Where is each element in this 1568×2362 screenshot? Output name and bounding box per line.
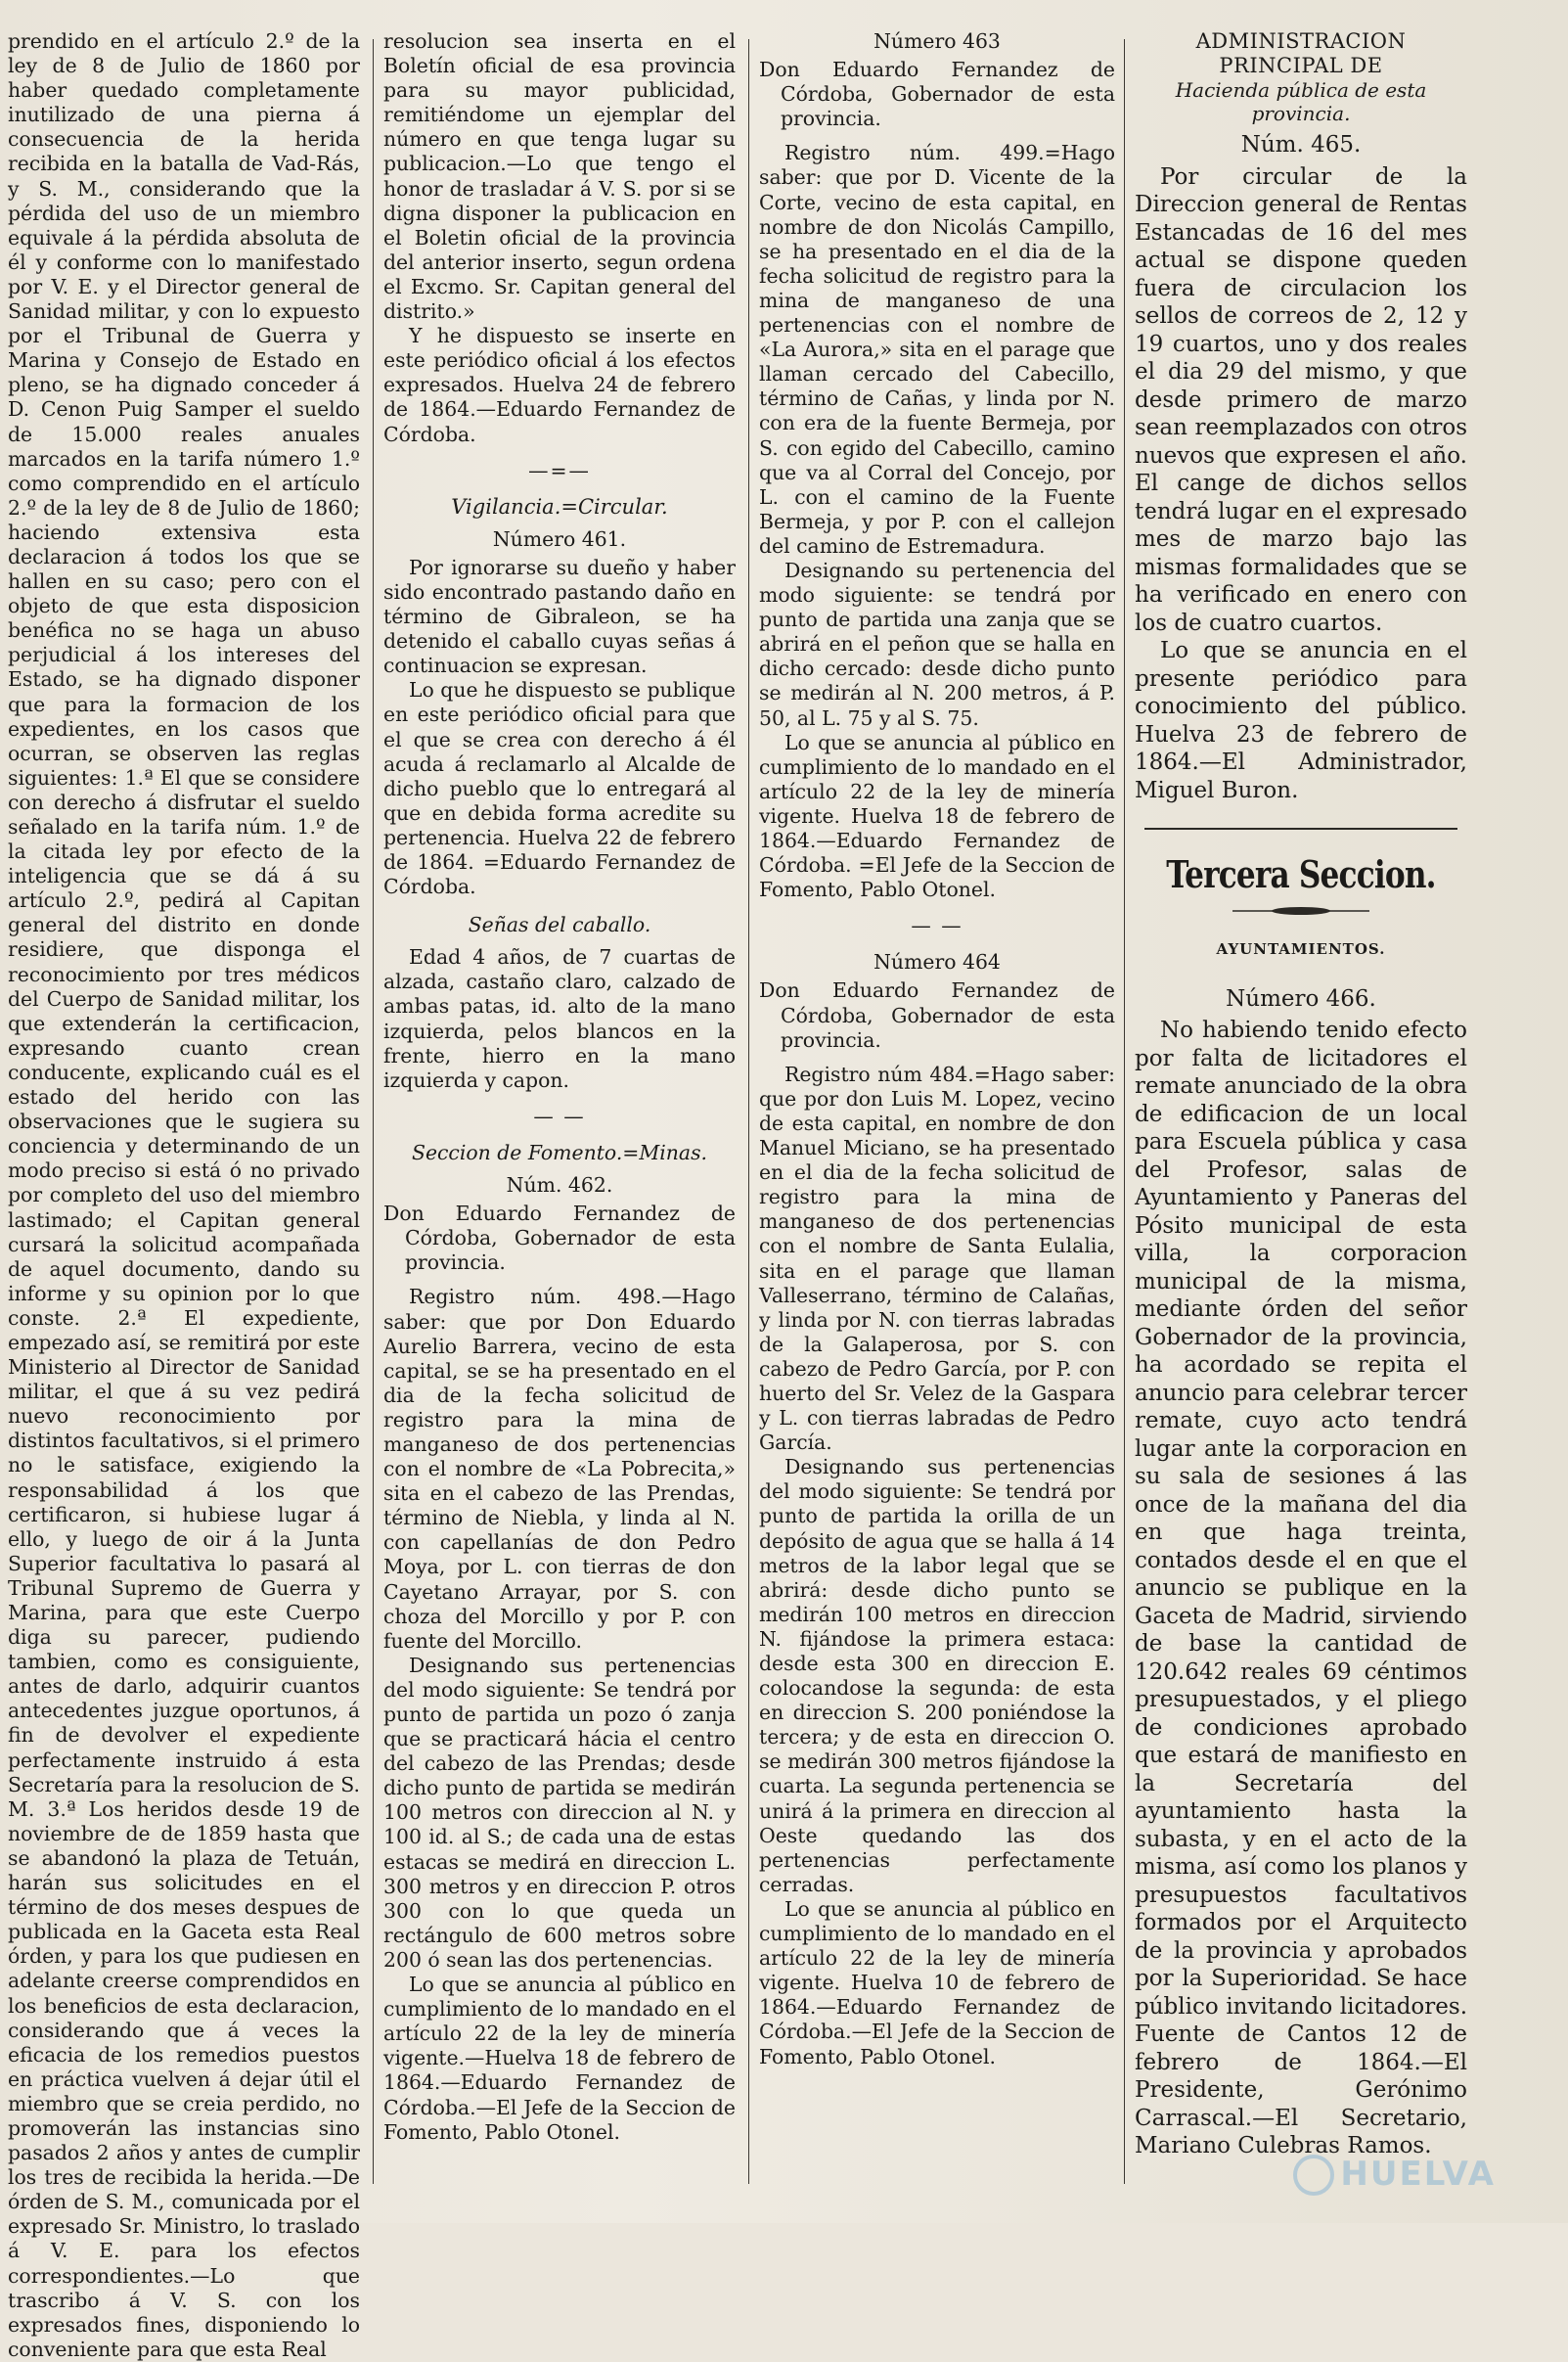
notice-number: Número 463 (874, 29, 1001, 53)
body-paragraph: Designando sus pertenencias del modo siguiente: Se tendrá por punto de partida un pozo ó zanja que se practicará hácia el centro del cabezo de las Prendas; desde dicho punto de partida se medirán 100 metros con direccion al N. y 100 id. al S.; de cada una de estas estacas se medirá en direccion L. 300 metros y en direccion P. otros 300 con lo que queda un rectángulo de 600 metros sobre 200 ó sean las dos pertenencias. (383, 1653, 736, 1972)
body-paragraph: Por ignorarse su dueño y haber sido encontrado pastando daño en término de Gibraleon, se ha detenido el caballo cuyas señas á continuacion se expresan. (383, 555, 736, 678)
subheading-senas: Señas del caballo. (468, 913, 651, 937)
body-paragraph: Registro núm. 498.—Hago saber: que por Don Eduardo Aurelio Barrera, vecino de esta capital, se se ha presentado en el dia de la fecha solicitud de registro para la mina de manganeso de dos pertenencias con el nombre de «La Pobrecita,» sita en el cabezo de las Prendas, término de Niebla, y linda al N. con capellanías de don Pedro Moya, por L. con tierras de don Cayetano Arrayar, por S. con choza del Morcillo y por P. con fuente del Morcillo. (383, 1285, 736, 1653)
notice-number: Núm. 462. (506, 1173, 613, 1198)
body-paragraph: Lo que se anuncia en el presente periódico para conocimiento del público. Huelva 23 de febrero de 1864.—El Administrador, Miguel Buron. (1135, 638, 1467, 803)
column-2 (383, 29, 736, 2213)
column-rule (1124, 39, 1125, 2184)
notice-number: Número 461. (492, 526, 627, 551)
ornament-icon (1232, 906, 1369, 916)
body-paragraph: Lo que se anuncia al público en cumplimiento de lo mandado en el artículo 22 de la ley de minería vigente. Huelva 10 de febrero de 1864.—Eduardo Fernandez de Córdoba.—El Jefe de la Seccion de Fomento, Pablo Otonel. (759, 1896, 1115, 2068)
body-paragraph: Y he dispuesto se inserte en este periódico oficial á los efectos expresados. Huelva 24 de febrero de 1864.—Eduardo Fernandez de Córdoba. (383, 324, 736, 446)
column-1 (8, 29, 360, 2361)
section-divider (1144, 828, 1457, 830)
watermark-logo-icon (1293, 2155, 1334, 2196)
body-paragraph: Por circular de la Direccion general de Rentas Estancadas de 16 del mes actual se dispone queden fuera de circulacion los sellos de correos de 2, 12 y 19 cuartos, uno y dos reales el dia 29 del mismo, y que desde primero de marzo sean reemplazados con otros nuevos que expresen el año. El cange de dichos sellos tendrá lugar en el expresado mes de marzo bajo las mismas formalidades que se ha verificado en enero con los de cuatro cuartos. (1135, 163, 1467, 636)
separator: — — (533, 1104, 586, 1128)
body-paragraph: prendido en el artículo 2.º de la ley de 8 de Julio de 1860 por haber quedado completamente inutilizado de una pierna á consecuencia de la herida recibida en la batalla de Vad-Rás, y S. M., considerando que la pérdida del uso de un miembro equivale á la pérdida absoluta de él y conforme con lo manifestado por V. E. y el Director general de Sanidad militar, y con lo expuesto por el Tribunal de Guerra y Marina y Consejo de Estado en pleno, se ha dignado conceder á D. Cenon Puig Samper el sueldo de 15.000 reales anuales marcados en la tarifa número 1.º como comprendido en el artículo 2.º de la ley de 8 de Julio de 1860; haciendo extensiva esta declaracion á todos los que se hallen en su caso; pero con el objeto de que esta disposicion benéfica no se haga un abuso perjudicial á los intereses del Estado, se ha dignado disponer que para la formacion de los expedientes, en los casos que ocurran, se observen las reglas siguientes: 1.ª El que se considere con derecho á disfrutar el sueldo señalado en la tarifa núm. 1.º de la citada ley por efecto de la inteligencia que se dá á su artículo 2.º, pedirá al Capitan general del distrito en donde residiere, que disponga el reconocimiento por tres médicos del Cuerpo de Sanidad militar, los que extenderán la certificacion, expresando cuanto crean conducente, explicando cuál es el estado del herido con las observaciones que le sugiera su conciencia y determinando de un modo preciso si está ó no privado por completo del uso del miembro lastimado; el Capitan general cursará la solicitud acompañada de aquel documento, dando su informe y su opinion por lo que conste. 2.ª El expediente, empezado así, se remitirá por este Ministerio al Director de Sanidad militar, el que á su vez pedirá nuevo reconocimiento por distintos facultativos, si el primero no le satisface, exigiendo la responsabilidad á los que certificaron, si hubiese lugar á ello, y luego de oir á la Junta Superior facultativa lo pasará al Tribunal Supremo de Guerra y Marina, para que este Cuerpo diga su parecer, pudiendo tambien, como es consiguiente, antes de darlo, adquirir cuantos antecedentes juzgue oportunos, á fin de devolver el expediente perfectamente instruido á esta Secretaría para la resolucion de S. M. 3.ª Los heridos desde 19 de noviembre de de 1859 hasta que se abandonó la plaza de Tetuán, harán sus solicitudes en el término de dos meses despues de publicada en la Gaceta esta Real órden, y para los que pudiesen en adelante creerse comprendidos en los beneficios de esta declaracion, considerando que á veces la eficacia de los remedios puestos en práctica vuelven á dejar útil el miembro que se creia perdido, no promoverán las instancias sino pasados 2 años y antes de cumplir los tres de recibida la herida.—De órden de S. M., comunicada por el expresado Sr. Ministro, lo traslado á V. E. para los efectos correspondientes.—Lo que trascribo á V. S. con los expresados fines, disponiendo lo conveniente para que esta Real (8, 29, 360, 2361)
body-paragraph: Lo que se anuncia al público en cumplimiento de lo mandado en el artículo 22 de la ley de minería vigente.—Huelva 18 de febrero de 1864.—Eduardo Fernandez de Córdoba.—El Jefe de la Seccion de Fomento, Pablo Otonel. (383, 1973, 736, 2144)
subsection-heading: AYUNTAMIENTOS. (1216, 940, 1386, 958)
body-paragraph: Registro núm 484.=Hago saber: que por don Luis M. Lopez, vecino de esta capital, en nombre de don Manuel Miciano, se ha presentado en el dia de la fecha solicitud de registro para la mina de manganeso de dos pertenencias con el nombre de Santa Eulalia, sita en el parage que llaman Valleserrano, término de Calañas, y linda por N. con tierras labradas de la Galaperosa, por S. con cabezo de Pedro García, por P. con huerto del Sr. Velez de la Gaspara y L. con tierras labradas de Pedro García. (759, 1062, 1115, 1455)
column-4 (1135, 29, 1467, 2213)
body-paragraph: Designando sus pertenencias del modo siguiente: Se tendrá por punto de partida la orilla de un depósito de agua que se halla á 14 metros de la labor legal que se abrirá: desde dicho punto se medirán 100 metros en direccion N. fijándose la primera estaca: desde esta 300 en direccion E. colocandose la segunda: de esta en direccion S. 200 poniéndose la tercera; y de esta en direccion O. se medirán 300 metros fijándose la cuarta. La segunda pertenencia se unirá á la primera en direccion al Oeste quedando las dos pertenencias perfectamente cerradas. (759, 1455, 1115, 1896)
section-title: Tercera Seccion. (1166, 852, 1436, 896)
separator: —=— (528, 458, 591, 482)
body-paragraph: Lo que he dispuesto se publique en este periódico oficial para que el que se crea con derecho á él acuda á reclamarlo al Alcalde de dicho pueblo que lo entregará al que en debida forma acredite su pertenencia. Huelva 22 de febrero de 1864. =Eduardo Fernandez de Córdoba. (383, 678, 736, 899)
column-rule (373, 39, 374, 2184)
notice-number: Número 466. (1226, 985, 1376, 1012)
body-paragraph: Designando su pertenencia del modo siguiente: se tendrá por punto de partida una zanja que se abrirá en el peñon que se halla en dicho cercado: desde dicho punto se medirán al N. 200 metros, á P. 50, al L. 75 y al S. 75. (759, 558, 1115, 730)
notice-number: Núm. 465. (1240, 132, 1362, 158)
governor-line: Don Eduardo Fernandez de Córdoba, Gobernador de esta provincia. (759, 58, 1115, 131)
watermark-text: HUELVA (1340, 2154, 1496, 2194)
column-3 (759, 29, 1115, 2213)
governor-line: Don Eduardo Fernandez de Córdoba, Gobernador de esta provincia. (759, 978, 1115, 1052)
body-paragraph: Registro núm. 499.=Hago saber: que por D. Vicente de la Corte, vecino de esta capital, en nombre de don Nicolás Campillo, se ha presentado en el dia de la fecha solicitud de registro para la mina de manganeso de una pertenencias con el nombre de «La Aurora,» sita en el parage que llaman cercado del Cabecillo, término de Cañas, y linda por N. con era de la fuente Bermeja, por S. con egido del Cabecillo, camino que va al Corral del Concejo, por L. con el camino de la Fuente Bermeja, y por P. con el callejon del camino de Estremadura. (759, 141, 1115, 558)
governor-line: Don Eduardo Fernandez de Córdoba, Gobernador de esta provincia. (383, 1202, 736, 1275)
section-heading-fomento: Seccion de Fomento.=Minas. (411, 1140, 708, 1164)
body-paragraph: Lo que se anuncia al público en cumplimiento de lo mandado en el artículo 22 de la ley de minería vigente. Huelva 18 de febrero de 1864.—Eduardo Fernandez de Córdoba. =El Jefe de la Seccion de Fomento, Pablo Otonel. (759, 730, 1115, 902)
watermark (1293, 2155, 1496, 2197)
body-paragraph: Edad 4 años, de 7 cuartas de alzada, castaño claro, calzado de ambas patas, id. alto de la mano izquierda, pelos blancos en la frente, hierro en la mano izquierda y capon. (383, 945, 736, 1092)
section-heading-vigilancia: Vigilancia.=Circular. (451, 494, 668, 519)
column-rule (748, 39, 749, 2184)
admin-heading: ADMINISTRACION PRINCIPAL DE (1195, 29, 1407, 77)
body-paragraph: resolucion sea inserta en el Boletín oficial de esa provincia para su mayor publicidad, remitiéndome un ejemplar del número en que tenga lugar su publicacion.—Lo que tengo el honor de trasladar á V. S. por si se digna disponer la publicacion en el Boletin oficial de la provincia del anterior inserto, segun ordena el Excmo. Sr. Capitan general del distrito.» (383, 29, 736, 324)
admin-subheading: Hacienda pública de esta provincia. (1175, 78, 1427, 125)
separator: — — (911, 914, 963, 938)
body-paragraph: No habiendo tenido efecto por falta de licitadores el remate anunciado de la obra de edificacion de un local para Escuela pública y casa del Profesor, salas de Ayuntamiento y Paneras del Pósito municipal de esta villa, la corporacion municipal de la misma, mediante órden del señor Gobernador de la provincia, ha acordado se repita el anuncio para celebrar tercer remate, cuyo acto tendrá lugar ante la corporacion en su sala de sesiones á las once de la mañana del dia en que haga treinta, contados desde el en que el anuncio se publique en la Gaceta de Madrid, sirviendo de base la cantidad de 120.642 reales 69 céntimos presupuestados, y el pliego de condiciones aprobado que estará de manifiesto en la Secretaría del ayuntamiento hasta la subasta, y en el acto de la misma, así como los planos y presupuestos facultativos formados por el Arquitecto de la provincia y aprobados por la Superioridad. Se hace público invitando licitadores. Fuente de Cantos 12 de febrero de 1864.—El Presidente, Gerónimo Carrascal.—El Secretario, Mariano Culebras Ramos. (1135, 1018, 1467, 2158)
notice-number: Número 464 (874, 950, 1001, 975)
